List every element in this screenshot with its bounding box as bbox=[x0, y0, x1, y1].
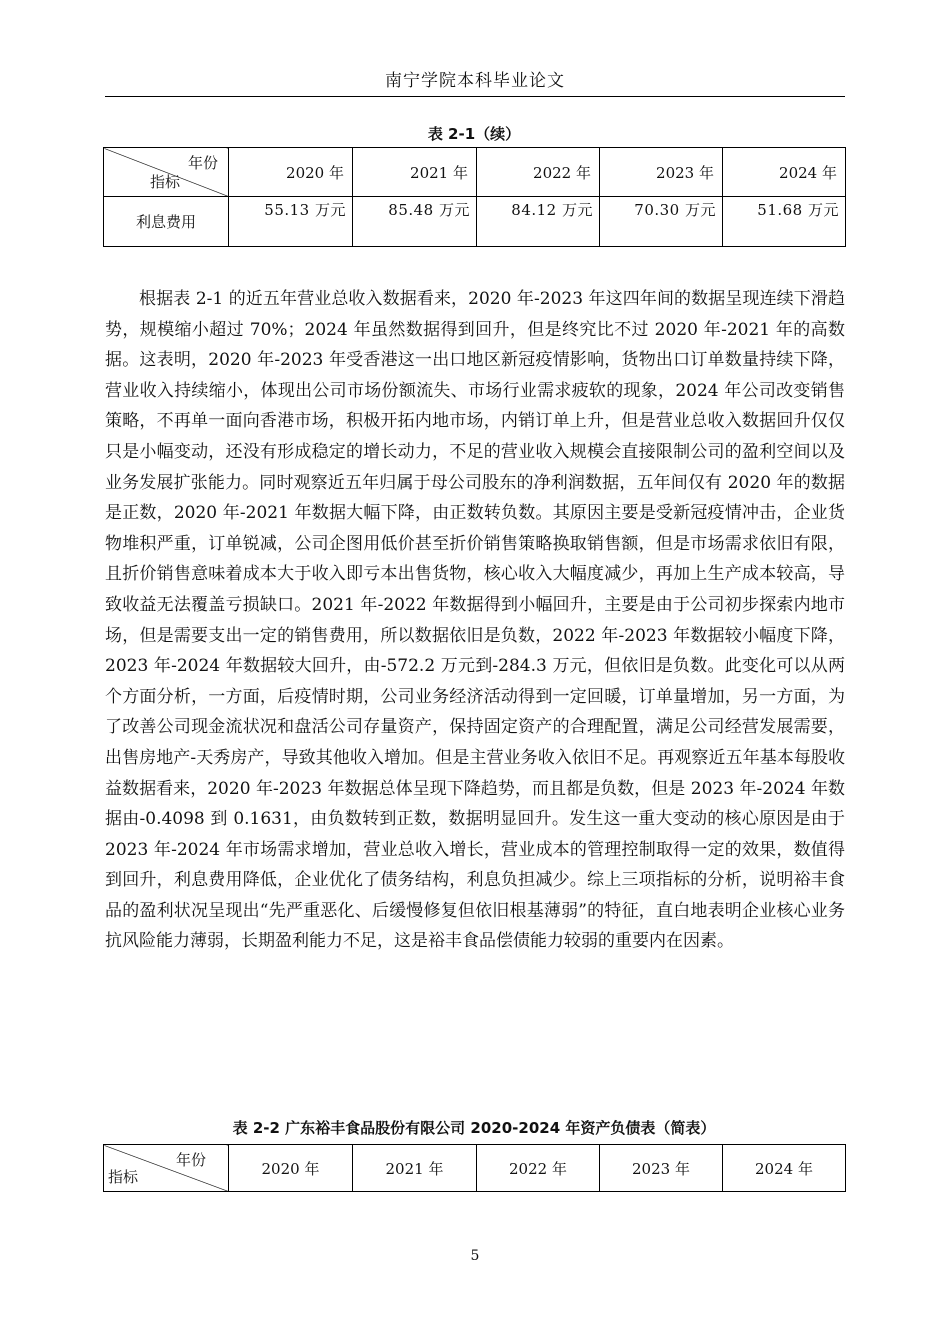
year-header: 2024 年 bbox=[723, 148, 846, 197]
body-text bbox=[105, 284, 845, 957]
page-number: 5 bbox=[470, 1248, 480, 1264]
table2-header-row bbox=[104, 1145, 846, 1192]
table2-caption: 表 2-2 广东裕丰食品股份有限公司 2020-2024 年资产负债表（简表） bbox=[232, 1119, 716, 1137]
corner-indicator-label: 指标 bbox=[150, 173, 181, 191]
year-header: 2023 年 bbox=[600, 148, 723, 197]
table-cell: 85.48 万元 bbox=[353, 197, 477, 247]
page-header bbox=[105, 66, 845, 97]
row-label: 利息费用 bbox=[104, 197, 229, 247]
year-header: 2024 年 bbox=[723, 1145, 846, 1192]
table-row bbox=[104, 197, 846, 247]
table-cell: 84.12 万元 bbox=[477, 197, 600, 247]
header-title: 南宁学院本科毕业论文 bbox=[385, 71, 565, 91]
table-cell: 70.30 万元 bbox=[600, 197, 723, 247]
year-header: 2023 年 bbox=[600, 1145, 723, 1192]
year-header: 2021 年 bbox=[353, 148, 477, 197]
year-header: 2022 年 bbox=[477, 1145, 600, 1192]
table1-corner-cell bbox=[104, 148, 229, 197]
table1-caption: 表 2-1（续） bbox=[427, 125, 521, 143]
table2 bbox=[103, 1144, 846, 1192]
table1 bbox=[103, 147, 846, 247]
year-header: 2020 年 bbox=[229, 148, 353, 197]
corner-year-label: 年份 bbox=[187, 154, 218, 172]
year-header: 2022 年 bbox=[477, 148, 600, 197]
corner-indicator-label: 指标 bbox=[108, 1168, 139, 1186]
corner-year-label: 年份 bbox=[175, 1151, 206, 1169]
body-paragraph: 根据表 2-1 的近五年营业总收入数据看来，2020 年-2023 年这四年间的数据呈现连续下滑趋势，规模缩小超过 70%；2024 年虽然数据得到回升，但是终究比不过 2020 年-2021 年的高数据。这表明，2020 年-2023 年受香港这一出口地区新冠疫情影响，货物出口订单数量持续下降，营业收入持续缩小，体现出公司市场份额流失、市场行业需求疲软的现象，2024 年公司改变销售策略，不再单一面向香港市场，积极开拓内地市场，内销订单上升，但是营业总收入数据回升仅仅只是小幅变动，还没有形成稳定的增长动力，不足的营业收入规模会直接限制公司的盈利空间以及业务发展扩张能力。同时观察近五年归属于母公司股东的净利润数据，五年间仅有 2020 年的数据是正数，2020 年-2021 年数据大幅下降，由正数转负数。其原因主要是受新冠疫情冲击，企业货物堆积严重，订单锐减，公司企图用低价甚至折价销售策略换取销售额，但是市场需求依旧有限，且折价销售意味着成本大于收入即亏本出售货物，核心收入大幅度减少，再加上生产成本较高，导致收益无法覆盖亏损缺口。2021 年-2022 年数据得到小幅回升，主要是由于公司初步探索内地市场，但是需要支出一定的销售费用，所以数据依旧是负数，2022 年-2023 年数据较小幅度下降，2023 年-2024 年数据较大回升，由-572.2 万元到-284.3 万元，但依旧是负数。此变化可以从两个方面分析，一方面，后疫情时期，公司业务经济活动得到一定回暖，订单量增加，另一方面，为了改善公司现金流状况和盘活公司存量资产，保持固定资产的合理配置，满足公司经营发展需要，出售房地产-天秀房产，导致其他收入增加。但是主营业务收入依旧不足。再观察近五年基本每股收益数据看来，2020 年-2023 年数据总体呈现下降趋势，而且都是负数，但是 2023 年-2024 年数据由-0.4098 到 0.1631，由负数转到正数，数据明显回升。发生这一重大变动的核心原因是由于 2023 年-2024 年市场需求增加，营业总收入增长，营业成本的管理控制取得一定的效果，数值得到回升，利息费用降低，企业优化了债务结构，利息负担减少。综上三项指标的分析，说明裕丰食品的盈利状况呈现出“先严重恶化、后缓慢修复但依旧根基薄弱”的特征，直白地表明企业核心业务抗风险能力薄弱，长期盈利能力不足，这是裕丰食品偿债能力较弱的重要内在因素。 bbox=[105, 289, 845, 952]
table-cell: 51.68 万元 bbox=[723, 197, 846, 247]
table1-header-row bbox=[104, 148, 846, 197]
table2-corner-cell bbox=[104, 1145, 229, 1192]
year-header: 2021 年 bbox=[353, 1145, 477, 1192]
year-header: 2020 年 bbox=[229, 1145, 353, 1192]
table-cell: 55.13 万元 bbox=[229, 197, 353, 247]
